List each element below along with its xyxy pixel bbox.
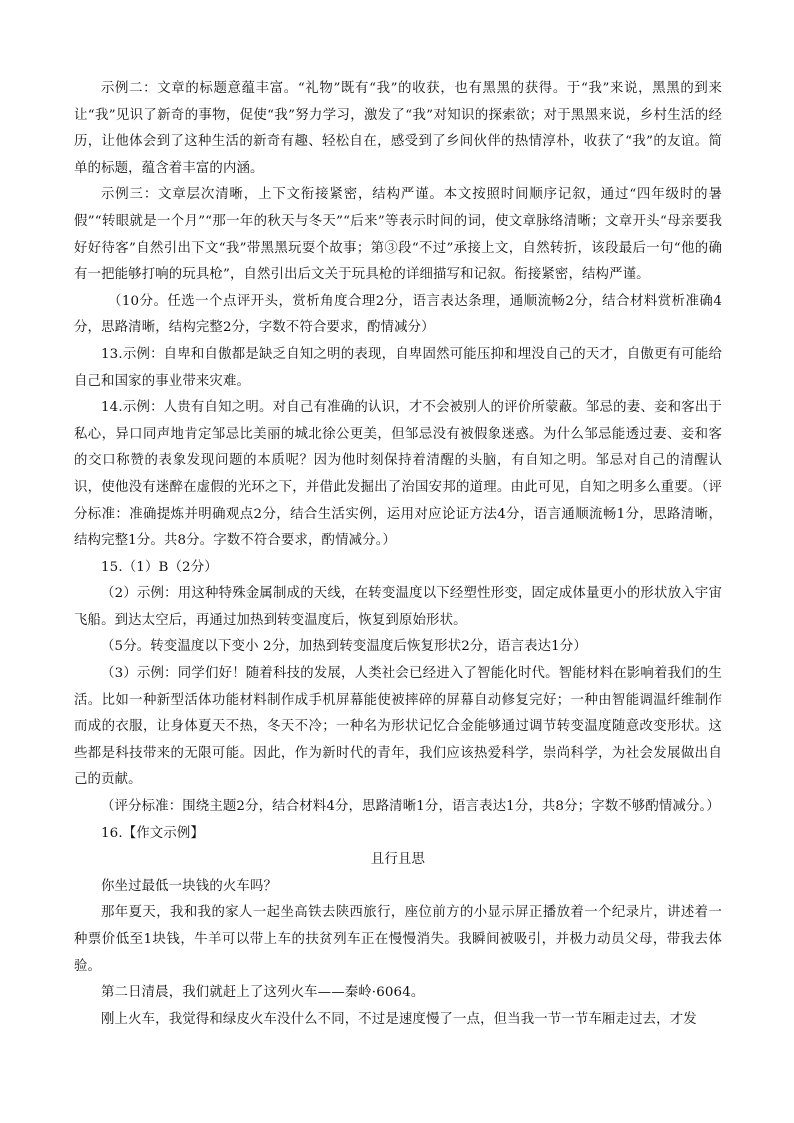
- scoring-note-q15-3: （评分标准：围绕主题2分，结合材料4分，思路清晰1分，语言表达1分，共8分；字数不够酌情减分。）: [101, 799, 720, 815]
- scoring-note-q12: （10分。任选一个点评开头，赏析角度合理2分，语言表达条理，通顺流畅2分，结合材料赏析准确4分，思路清晰，结构完整2分，字数不符合要求，酌情减分）: [74, 293, 722, 336]
- essay-heading-q16: 16.【作文示例】: [101, 825, 204, 841]
- answer-q15-3: （3）示例：同学们好！随着科技的发展，人类社会已经进入了智能化时代。智能材料在影响着我们的生活。比如一种新型活体功能材料制作成手机屏幕能使被摔碎的屏幕自动修复完好；一种由智能调温纤维制作而成的衣服，让身体夏天不热，冬天不冷；一种名为形状记忆合金能够通过调节转变温度随意改变形状。这些都是科技带来的无限可能。因此，作为新时代的青年，我们应该热爱科学，崇尚科学，为社会发展做出自己的贡献。: [74, 666, 722, 788]
- answer-q15-1: 15.（1）B（2分）: [101, 559, 218, 575]
- answer-example-two: 示例二：文章的标题意蕴丰富。“礼物”既有“我”的收获，也有黑黑的获得。于“我”来说，黑黑的到来让“我”见识了新奇的事物，促使“我”努力学习，激发了“我”对知识的探索欲；对于黑黑来说，乡村生活的经历，让他体会到了这种生活的新奇有趣、轻松自在，感受到了乡间伙伴的热情淳朴，收获了“我”的友谊。简单的标题，蕴含着丰富的内涵。: [74, 81, 722, 176]
- scoring-note-q15-2: （5分。转变温度以下变小 2分，加热到转变温度后恢复形状2分，语言表达1分）: [101, 639, 587, 655]
- answer-example-three: 示例三：文章层次清晰，上下文衔接紧密，结构严谨。本文按照时间顺序记叙，通过“四年级时的暑假”“转眼就是一个月”“那一年的秋天与冬天”“后来”等表示时间的词，使文章脉络清晰；文章开头“母亲要我好好待客”自然引出下文“我”带黑黑玩耍个故事；第③段“不过”承接上文，自然转折，该段最后一句“他的确有一把能够打响的玩具枪”，自然引出后文关于玩具枪的详细描写和记叙。衔接紧密，结构严谨。: [74, 187, 722, 283]
- essay-title: 且行且思: [370, 852, 426, 868]
- answer-q13: 13.示例：自卑和自傲都是缺乏自知之明的表现，自卑固然可能压抑和埋没自己的天才，自傲更有可能给自己和国家的事业带来灾难。: [74, 346, 722, 389]
- answer-q15-2: （2）示例：用这种特殊金属制成的天线，在转变温度以下经塑性形变，固定成体量更小的形状放入宇宙飞船。到达太空后，再通过加热到转变温度后，恢复到原始形状。: [74, 586, 722, 628]
- answer-q14: 14.示例：人贵有自知之明。对自己有准确的认识，才不会被别人的评价所蒙蔽。邹忌的妻、妾和客出于私心，异口同声地肯定邹忌比美丽的城北徐公更美，但邹忌没有被假象迷惑。为什么邹忌能透过妻、妾和客的交口称赞的表象发现问题的本质呢？因为他时刻保持着清醒的头脑，有自知之明。邹忌对自己的清醒认识，使他没有迷醉在虚假的光环之下，并借此发掘出了治国安邦的道理。由此可见，自知之明多么重要。（评分标准：准确提炼并明确观点2分，结合生活实例，运用对应论证方法4分，语言通顺流畅1分，思路清晰，结构完整1分。共8分。字数不符合要求，酌情减分。）: [74, 400, 722, 549]
- essay-paragraph: 你坐过最低一块钱的火车吗？: [101, 878, 278, 894]
- essay-paragraph: 刚上火车，我觉得和绿皮火车没什么不同，不过是速度慢了一点，但当我一节一节车厢走过去，才发: [101, 1011, 697, 1027]
- document-body: [74, 76, 722, 1033]
- essay-paragraph: 那年夏天，我和我的家人一起坐高铁去陕西旅行，座位前方的小显示屏正播放着一个纪录片，讲述着一种票价低至1块钱，牛羊可以带上车的扶贫列车正在慢慢消失。我瞬间被吸引，并极力动员父母，带我去体验。: [74, 905, 722, 974]
- essay-paragraph: 第二日清晨，我们就赶上了这列火车——秦岭·6064。: [101, 985, 425, 1001]
